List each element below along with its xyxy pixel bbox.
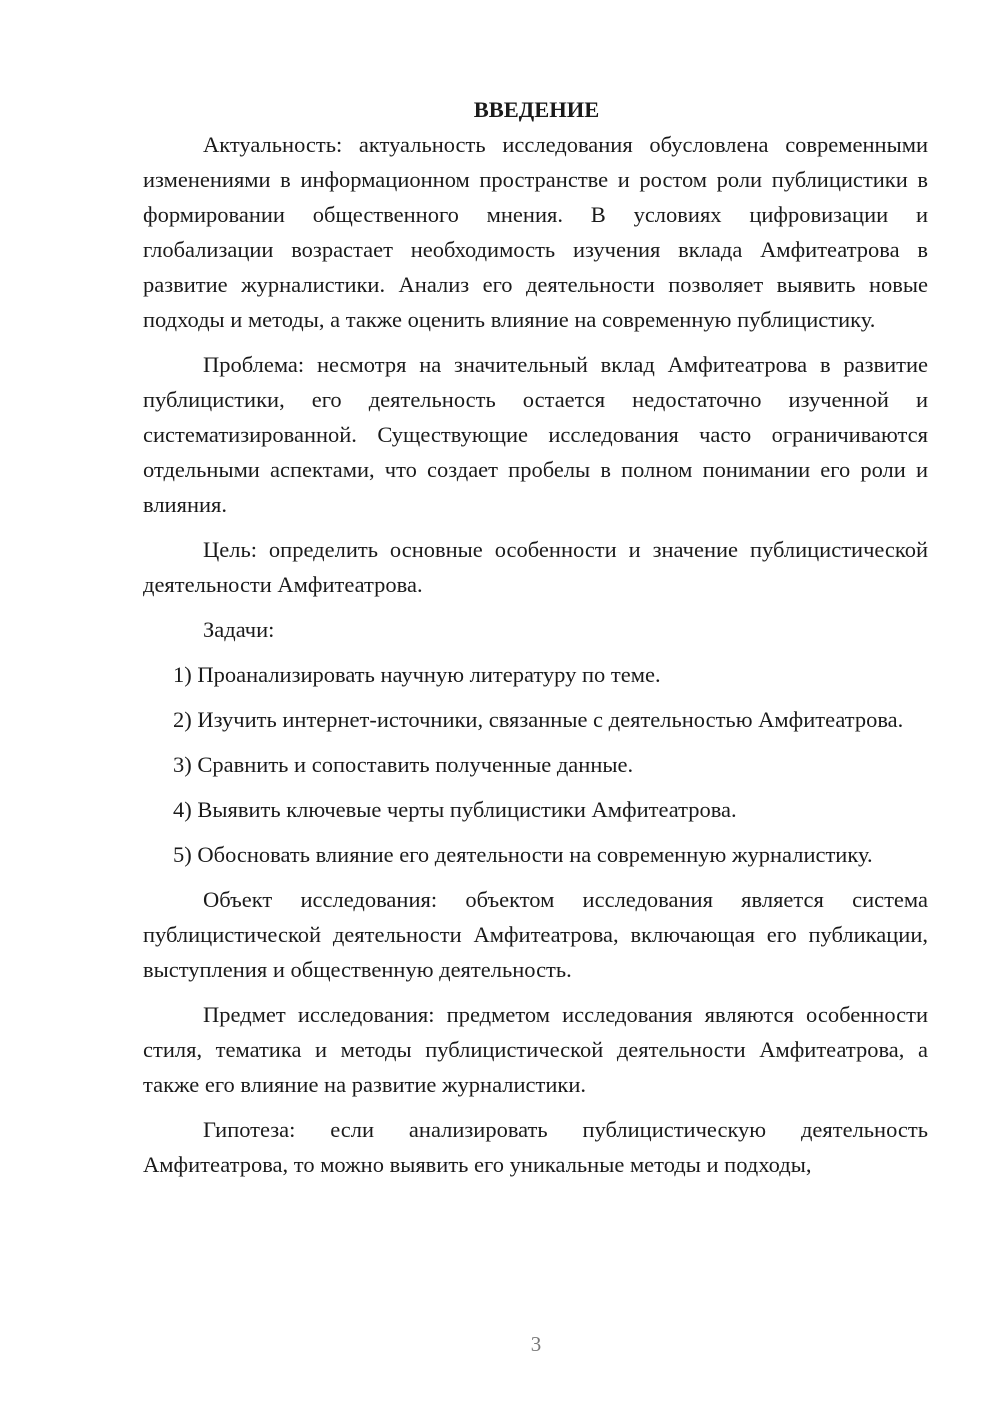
- paragraph-relevance: Актуальность: актуальность исследования обусловлена современными изменениями в информационном пространстве и ростом роли публицистики в формировании общественного мнения. В условиях цифровизации и глобализации возрастает необходимость изучения вклада Амфитеатрова в развитие журналистики. Анализ его деятельности позволяет выявить новые подходы и методы, а также оценить влияние на современную публицистику.: [143, 132, 928, 332]
- page-title: ВВЕДЕНИЕ: [473, 97, 600, 122]
- paragraph-tasks-heading: Задачи:: [203, 617, 275, 642]
- task-item-3: 3) Сравнить и сопоставить полученные данные.: [173, 752, 634, 777]
- task-item-2: 2) Изучить интернет-источники, связанные с деятельностью Амфитеатрова.: [173, 707, 904, 732]
- paragraph-problem: Проблема: несмотря на значительный вклад Амфитеатрова в развитие публицистики, его деятельность остается недостаточно изученной и систематизированной. Существующие исследования часто ограничиваются отдельными аспектами, что создает пробелы в полном понимании его роли и влияния.: [143, 352, 928, 517]
- document-page: [143, 92, 928, 1192]
- task-item-1: 1) Проанализировать научную литературу по теме.: [173, 662, 661, 687]
- paragraph-object: Объект исследования: объектом исследования является система публицистической деятельности Амфитеатрова, включающая его публикации, выступления и общественную деятельность.: [143, 887, 928, 982]
- paragraph-goal: Цель: определить основные особенности и значение публицистической деятельности Амфитеатрова.: [143, 537, 928, 597]
- task-item-4: 4) Выявить ключевые черты публицистики Амфитеатрова.: [173, 797, 737, 822]
- paragraph-hypothesis: Гипотеза: если анализировать публицистическую деятельность Амфитеатрова, то можно выявить его уникальные методы и подходы,: [143, 1117, 928, 1177]
- paragraph-subject: Предмет исследования: предметом исследования являются особенности стиля, тематика и методы публицистической деятельности Амфитеатрова, а также его влияние на развитие журналистики.: [143, 1002, 928, 1097]
- page-number: 3: [530, 1332, 542, 1356]
- task-item-5: 5) Обосновать влияние его деятельности на современную журналистику.: [173, 842, 873, 867]
